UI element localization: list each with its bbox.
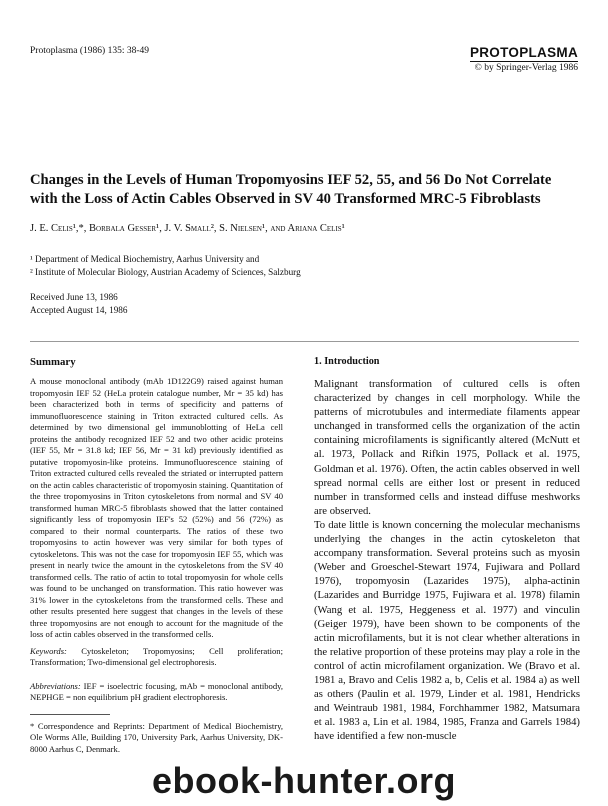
divider bbox=[30, 341, 579, 342]
keywords bbox=[30, 646, 283, 669]
abbreviations-label: Abbreviations: bbox=[30, 680, 81, 691]
affiliation-2: ² Institute of Molecular Biology, Austrian Academy of Sciences, Salzburg bbox=[30, 267, 301, 277]
footnote-rule bbox=[30, 714, 110, 715]
authors: J. E. Celis¹,*, Borbala Gesser¹, J. V. Small², S. Nielsen¹, and Ariana Celis¹ bbox=[30, 223, 345, 234]
abbreviations bbox=[30, 681, 283, 704]
correspondence-footnote: * Correspondence and Reprints: Department of Medical Biochemistry, Ole Worms Alle, Building 170, University Park, Aarhus University, DK-8000 Aarhus C, Denmark. bbox=[30, 720, 283, 754]
introduction-heading: 1. Introduction bbox=[314, 356, 380, 367]
affiliation-1: ¹ Department of Medical Biochemistry, Aarhus University and bbox=[30, 254, 260, 264]
paper-title: Changes in the Levels of Human Tropomyosins IEF 52, 55, and 56 Do Not Correlate with the Loss of Actin Cables Observed in SV 40 Transformed MRC-5 Fibroblasts bbox=[30, 172, 552, 207]
dates bbox=[30, 291, 127, 316]
journal-header bbox=[470, 44, 578, 73]
keywords-label: Keywords: bbox=[30, 645, 67, 656]
copyright: © by Springer-Verlag 1986 bbox=[474, 63, 578, 73]
intro-paragraph-2: To date little is known concerning the molecular mechanisms underlying the changes in the actin cytoskeleton that accompany transformation. Several proteins such as myosin (Weber and Groeschel-Stewart 1974, Fujiwara and Pollard 1976), tropomyosin (Lazarides 1975), alpha-actinin (Lazarides and Burridge 1975, Fujiwara et al. 1978) filamin (Wang et al. 1975, Heggeness et al. 1977) and vinculin (Geiger 1979), have been shown to be components of the actin microfilaments, but it is not clear whether alterations in the relative proportion of these proteins may play a role in the control of actin microfilament organization. We (Bravo et al. 1981 a, Bravo and Celis 1982 a, b, Celis et al. 1984 a) as well as others (Paulin et al. 1979, Linder et al. 1981, Hendricks and Weintraub 1981, 1984, Forchhammer 1982, Matsumara et al. 1983 a, Lin et al. 1984, 1985, Franza and Garrels 1984) have identified a few non-muscle bbox=[314, 518, 580, 743]
abbreviations-text: IEF = isoelectric focusing, mAb = monoclonal antibody, NEPHGE = non equilibrium pH gradient electrophoresis. bbox=[30, 680, 283, 702]
right-column bbox=[314, 356, 580, 743]
watermark: ebook-hunter.org bbox=[152, 760, 456, 801]
summary-text: A mouse monoclonal antibody (mAb 1D122G9) raised against human tropomyosin IEF 52 (HeLa protein catalogue number, Mr = 35 kd) has been characterized both in terms of specificity and patterns of immunofluorescence staining in Triton extracted cultured cells. As determined by two dimensional gel immunoblotting of HeLa cell proteins the antibody recognized IEF 52 and two other acidic proteins (IEF 55, Mr = 31.8 kd; IEF 56, Mr = 31 kd) previously identified as putative tropomyosin-like proteins. Immunofluorescence staining of Triton extracted cultured cells revealed the striated or interrupted pattern on the actin cables characteristic of tropomyosin staining. Quantitation of the three tropomyosins in Triton cytoskeletons from normal and SV 40 transformed human MRC-5 fibroblasts showed that the latter contained significantly less of tropomyosin IEF's 52 (52%) and 56 (72%) as compared to their normal counterparts. The ratios of these two tropomyosins to actin however was very similar for both types of cytoskeletons. This was not the case for tropomyosin IEF 55, which was present in nearly twice the amount in the cytoskeletons from the SV 40 transformed cells. The ratio of actin to total tropomyosin for whole cells was found to be unchanged on transformation. This ratio however was 31% lower in the cytoskeletons from the transformed cells. These and other results presented here suggest that changes in the levels of these three tropomyosins are not enough to account for the magnitude of the loss of actin cables observed in the transformed cells. bbox=[30, 376, 283, 639]
received-date: Received June 13, 1986 bbox=[30, 292, 118, 302]
accepted-date: Accepted August 14, 1986 bbox=[30, 304, 128, 315]
journal-logo: PROTOPLASMA bbox=[469, 45, 578, 60]
keywords-text: Cytoskeleton; Tropomyosins; Cell proliferation; Transformation; Two-dimensional gel electrophoresis. bbox=[30, 645, 283, 667]
citation: Protoplasma (1986) 135: 38-49 bbox=[30, 46, 150, 56]
summary-heading: Summary bbox=[30, 356, 76, 368]
affiliations bbox=[30, 253, 301, 279]
intro-paragraph-1: Malignant transformation of cultured cells is often characterized by changes in cell morphology. While the patterns of microtubules and intermediate filaments appear unchanged in transformed cells the organization of the actin containing microfilaments is significantly altered (McNutt et al. 1973, Pollack and Rifkin 1975, Pollack et al. 1975, Goldman et al. 1976). Often, the actin cables observed in well spread normal cells are either lost or present in reduced number in transformed cells and instead diffuse meshworks are observed. bbox=[314, 378, 580, 517]
left-column bbox=[30, 356, 283, 755]
